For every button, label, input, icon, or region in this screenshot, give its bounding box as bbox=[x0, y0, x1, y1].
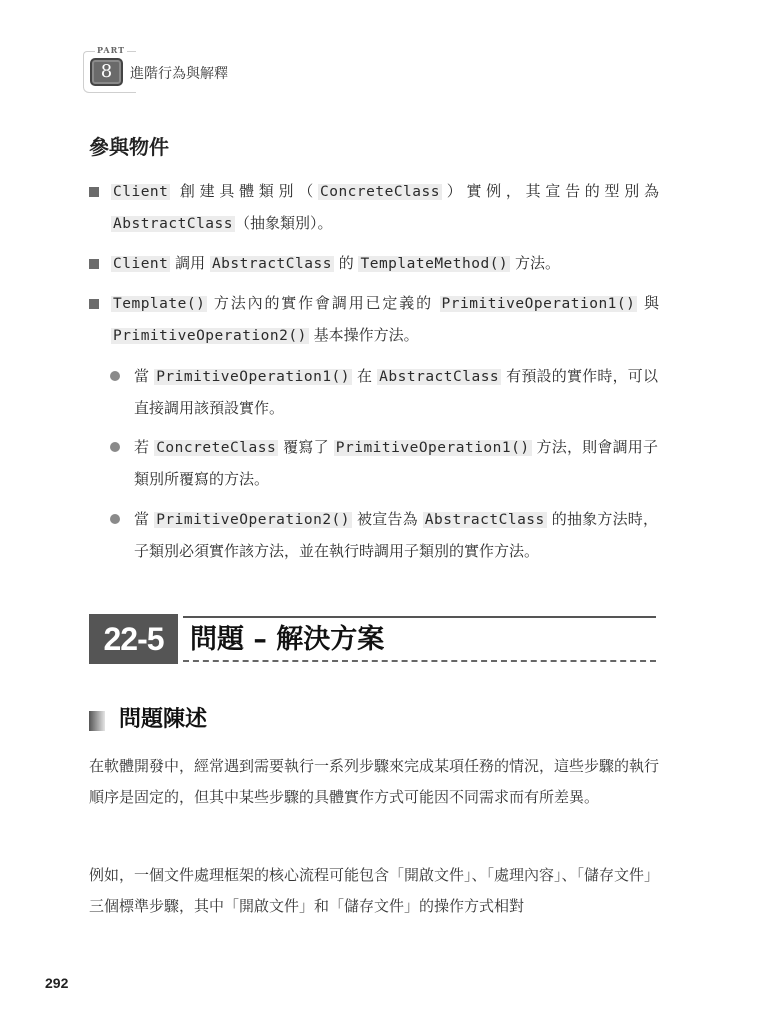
inline-code: Template() bbox=[113, 296, 206, 312]
inline-code: PrimitiveOperation2() bbox=[156, 512, 351, 528]
gradient-bar-icon bbox=[89, 711, 105, 731]
inline-code: PrimitiveOperation1() bbox=[441, 296, 636, 312]
text-run: 當 bbox=[134, 367, 155, 385]
inline-code: AbstractClass bbox=[379, 369, 500, 385]
text-run: ）實例，其宣告的型別為 bbox=[441, 182, 659, 200]
sub-bullet-text bbox=[134, 432, 658, 495]
text-run: 創建具體類別（ bbox=[170, 182, 318, 200]
text-run: 的 bbox=[333, 254, 359, 272]
square-bullet-icon bbox=[89, 259, 99, 269]
inline-code: AbstractClass bbox=[113, 216, 233, 232]
inline-code: Client bbox=[113, 184, 169, 200]
text-run: 基本操作方法。 bbox=[308, 326, 419, 344]
text-run: 覆寫了 bbox=[278, 438, 334, 456]
inline-code: PrimitiveOperation1() bbox=[335, 440, 530, 456]
text-run: 有預設的實作時，可以直接調用該預設實作。 bbox=[134, 367, 658, 417]
square-bullet-icon bbox=[89, 299, 99, 309]
text-run: 在 bbox=[352, 367, 378, 385]
text-run: 若 bbox=[134, 438, 155, 456]
inline-code: PrimitiveOperation1() bbox=[156, 369, 351, 385]
round-bullet-icon bbox=[110, 371, 120, 381]
inline-code: Client bbox=[113, 256, 169, 272]
participants-heading: 參與物件 bbox=[89, 135, 169, 159]
text-run: 當 bbox=[134, 510, 155, 528]
inline-code: PrimitiveOperation2() bbox=[113, 328, 307, 344]
inline-code: ConcreteClass bbox=[156, 440, 277, 456]
text-run: 方法。 bbox=[510, 254, 560, 272]
bullet-item bbox=[89, 288, 659, 352]
text-run: 調用 bbox=[170, 254, 210, 272]
section-number: 22-5 bbox=[89, 614, 178, 664]
inline-code: ConcreteClass bbox=[319, 184, 440, 200]
bullet-text bbox=[111, 176, 659, 240]
section-heading bbox=[89, 614, 656, 666]
text-run: 方法，則會調用子類別所覆寫的方法。 bbox=[134, 438, 658, 488]
problem-heading-text: 問題陳述 bbox=[119, 707, 208, 732]
text-run: 與 bbox=[637, 294, 659, 312]
round-bullet-icon bbox=[110, 442, 120, 452]
round-bullet-icon bbox=[110, 514, 120, 524]
section-top-rule bbox=[183, 616, 656, 618]
inline-code: AbstractClass bbox=[211, 256, 332, 272]
inline-code: TemplateMethod() bbox=[360, 256, 509, 272]
text-run: （抽象類別）。 bbox=[235, 214, 333, 232]
page-number: 292 bbox=[45, 975, 69, 991]
problem-paragraph: 例如，一個文件處理框架的核心流程可能包含「開啟文件」、「處理內容」、「儲存文件」三個標準步驟，其中「開啟文件」和「儲存文件」的操作方式相對 bbox=[89, 866, 660, 915]
sub-bullet-text bbox=[134, 504, 658, 567]
text-run: 被宣告為 bbox=[352, 510, 423, 528]
sub-bullet-item bbox=[110, 361, 658, 424]
inline-code: AbstractClass bbox=[424, 512, 545, 528]
text-run: 的抽象方法時，子類別必須實作該方法，並在執行時調用子類別的實作方法。 bbox=[134, 510, 658, 560]
part-label: PART bbox=[97, 45, 126, 55]
square-bullet-icon bbox=[89, 187, 99, 197]
sub-bullet-item bbox=[110, 432, 658, 495]
bullet-item bbox=[89, 248, 659, 280]
bullet-text bbox=[111, 288, 659, 352]
text-run: 方法內的實作會調用已定義的 bbox=[207, 294, 440, 312]
bullet-text bbox=[111, 248, 659, 280]
section-title: 問題 – 解決方案 bbox=[190, 624, 385, 655]
sub-bullet-item bbox=[110, 504, 658, 567]
sub-bullet-text bbox=[134, 361, 658, 424]
problem-paragraph: 在軟體開發中，經常遇到需要執行一系列步驟來完成某項任務的情況，這些步驟的執行順序是固定的，但其中某些步驟的具體實作方式可能因不同需求而有所差異。 bbox=[89, 757, 660, 806]
part-title: 進階行為與解釋 bbox=[130, 66, 228, 82]
bullet-item bbox=[89, 176, 659, 240]
section-dashed-rule bbox=[183, 660, 656, 662]
part-number: 8 bbox=[90, 58, 123, 86]
